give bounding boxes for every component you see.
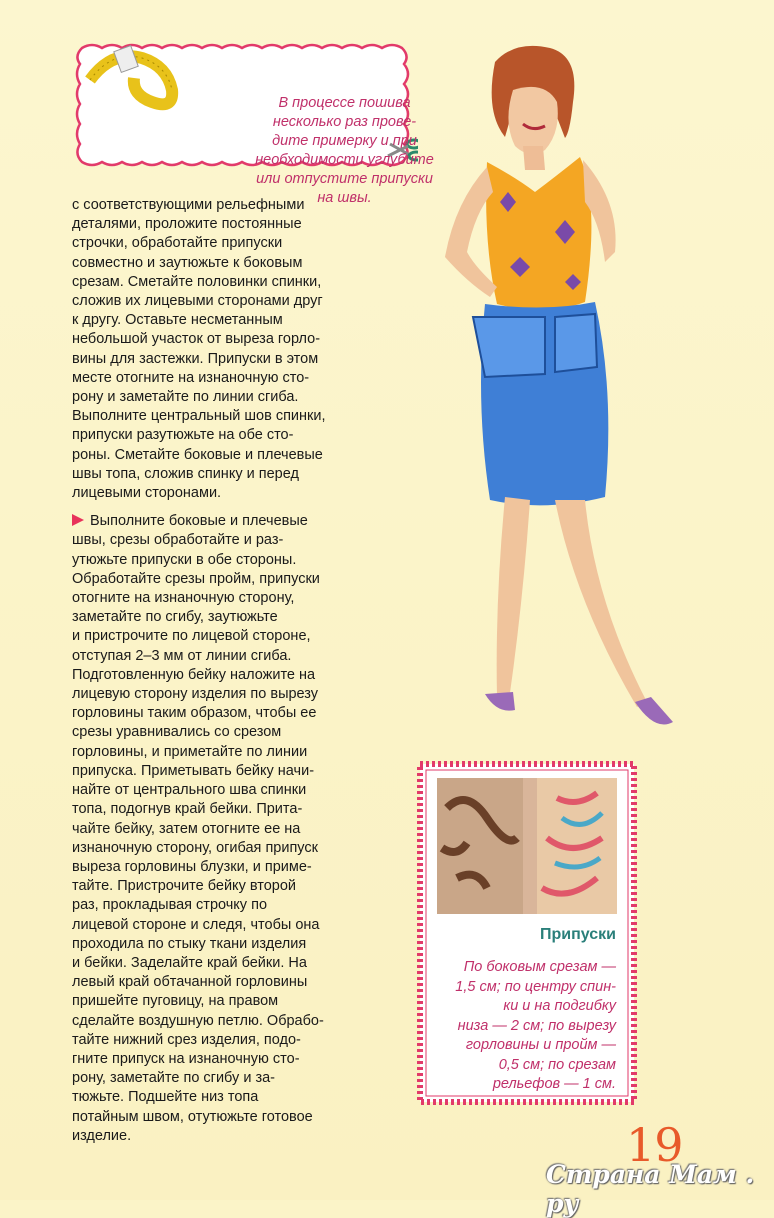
text-line: выреза горловины блузки, и приме- xyxy=(72,858,312,875)
tip-line: или отпустите припуски xyxy=(256,171,433,187)
text-line: Подготовленную бейку наложите на xyxy=(72,666,316,683)
text-line: месте отогните на изнаночную сто- xyxy=(72,369,310,386)
page-number: 19 xyxy=(626,1118,683,1172)
fabric-photo xyxy=(437,778,617,914)
text-line: гните припуск на изнаночную сто- xyxy=(72,1050,300,1067)
text-line: деталями, проложите постоянные xyxy=(72,216,302,233)
text-line: изнаночную сторону, огибая припуск xyxy=(72,839,318,856)
text-line: раз, прокладывая строчку по xyxy=(72,897,268,914)
text-line: лицевыми сторонами. xyxy=(72,485,222,502)
allowances-line: рельефов — 1 см. xyxy=(492,1076,616,1092)
text-line: горловины таким образом, чтобы ее xyxy=(72,705,317,722)
text-line: рону и заметайте по линии сгиба. xyxy=(72,389,299,406)
allowances-line: По боковым срезам — xyxy=(463,959,616,975)
text-line: Обработайте срезы пройм, припуски xyxy=(72,570,320,587)
text-line: горловины, и приметайте по линии xyxy=(72,743,308,760)
text-line: рону, заметайте по сгибу и за- xyxy=(72,1070,275,1087)
text-line: чайте бейку, затем отогните ее на xyxy=(72,820,301,837)
tip-line: на швы. xyxy=(317,190,372,206)
allowances-line: 0,5 см; по срезам xyxy=(498,1056,616,1073)
allowances-text xyxy=(430,958,616,1095)
text-line: найте от центрального шва спинки xyxy=(72,782,307,799)
text-line: изделие. xyxy=(72,1127,132,1144)
watermark: Страна Мам . ру xyxy=(546,1160,755,1218)
tip-line: В процессе пошива xyxy=(278,95,411,111)
text-line: и бейки. Заделайте край бейки. На xyxy=(72,954,307,971)
text-line: топа, подогнув край бейки. Прита- xyxy=(72,801,303,818)
tip-line: необходимости углубите xyxy=(255,152,434,168)
fashion-illustration xyxy=(405,42,695,742)
text-line: тайте. Пристрочите бейку второй xyxy=(72,878,296,895)
text-line: Выполните боковые и плечевые xyxy=(90,513,308,530)
allowances-line: ки и на подгибку xyxy=(503,998,616,1014)
bullet-arrow-icon xyxy=(72,514,84,526)
text-line: и пристрочите по лицевой стороне, xyxy=(72,628,311,645)
allowances-line: горловины и пройм — xyxy=(465,1037,616,1053)
tip-line: дите примерку и при xyxy=(272,133,417,149)
text-line: отступая 2–3 мм от линии сгиба. xyxy=(72,647,292,664)
text-line: швы топа, сложив спинку и перед xyxy=(72,465,299,482)
text-line: левый край обтачанной горловины xyxy=(72,974,308,991)
text-line: совместно и заутюжьте к боковым xyxy=(72,254,303,271)
text-line: лицевой стороне и следя, чтобы она xyxy=(72,916,320,933)
text-line: небольшой участок от выреза горло- xyxy=(72,331,321,348)
text-line: пришейте пуговицу, на правом xyxy=(72,993,279,1010)
woman-figure-image xyxy=(405,42,695,742)
text-line: с соответствующими рельефными xyxy=(72,197,305,213)
text-line: проходила по стыку ткани изделия xyxy=(72,935,307,952)
text-line: роны. Сметайте боковые и плечевые xyxy=(72,446,323,463)
text-line: вины для застежки. Припуски в этом xyxy=(72,350,319,367)
text-line: лицевую сторону изделия по вырезу xyxy=(72,686,319,703)
text-line: заметайте по сгибу, заутюжьте xyxy=(72,609,278,626)
allowances-line: 1,5 см; по центру спин- xyxy=(455,978,616,995)
text-line: отогните на изнаночную сторону, xyxy=(72,590,295,607)
text-line: припуска. Приметывать бейку начи- xyxy=(72,762,315,779)
text-line: утюжьте припуски в обе стороны. xyxy=(72,551,297,568)
body-text xyxy=(72,196,362,1146)
text-line: Выполните центральный шов спинки, xyxy=(72,408,326,425)
text-line: строчки, обработайте припуски xyxy=(72,235,283,252)
text-line: срезам. Сметайте половинки спинки, xyxy=(72,273,322,290)
text-line: сделайте воздушную петлю. Обрабо- xyxy=(72,1012,324,1029)
fabric-seam-image xyxy=(437,778,617,914)
text-line: припуски разутюжьте на обе сто- xyxy=(72,427,294,444)
text-line: тайте нижний срез изделия, подо- xyxy=(72,1031,301,1048)
text-line: к другу. Оставьте несметанным xyxy=(72,312,283,329)
text-line: сложив их лицевыми сторонами друг xyxy=(72,293,323,310)
paragraph-2 xyxy=(72,512,362,1146)
allowances-title: Припуски xyxy=(539,926,616,943)
paragraph-1 xyxy=(72,196,362,503)
tip-line: несколько раз прове- xyxy=(272,114,417,130)
text-line: срезы уравнивались со срезом xyxy=(72,724,282,741)
text-line: потайным швом, отутюжьте готовое xyxy=(72,1108,313,1125)
text-line: швы, срезы обработайте и раз- xyxy=(72,532,284,549)
text-line: тюжьте. Подшейте низ топа xyxy=(72,1089,259,1106)
allowances-line: низа — 2 см; по вырезу xyxy=(457,1017,616,1034)
text-line-first xyxy=(72,512,362,531)
